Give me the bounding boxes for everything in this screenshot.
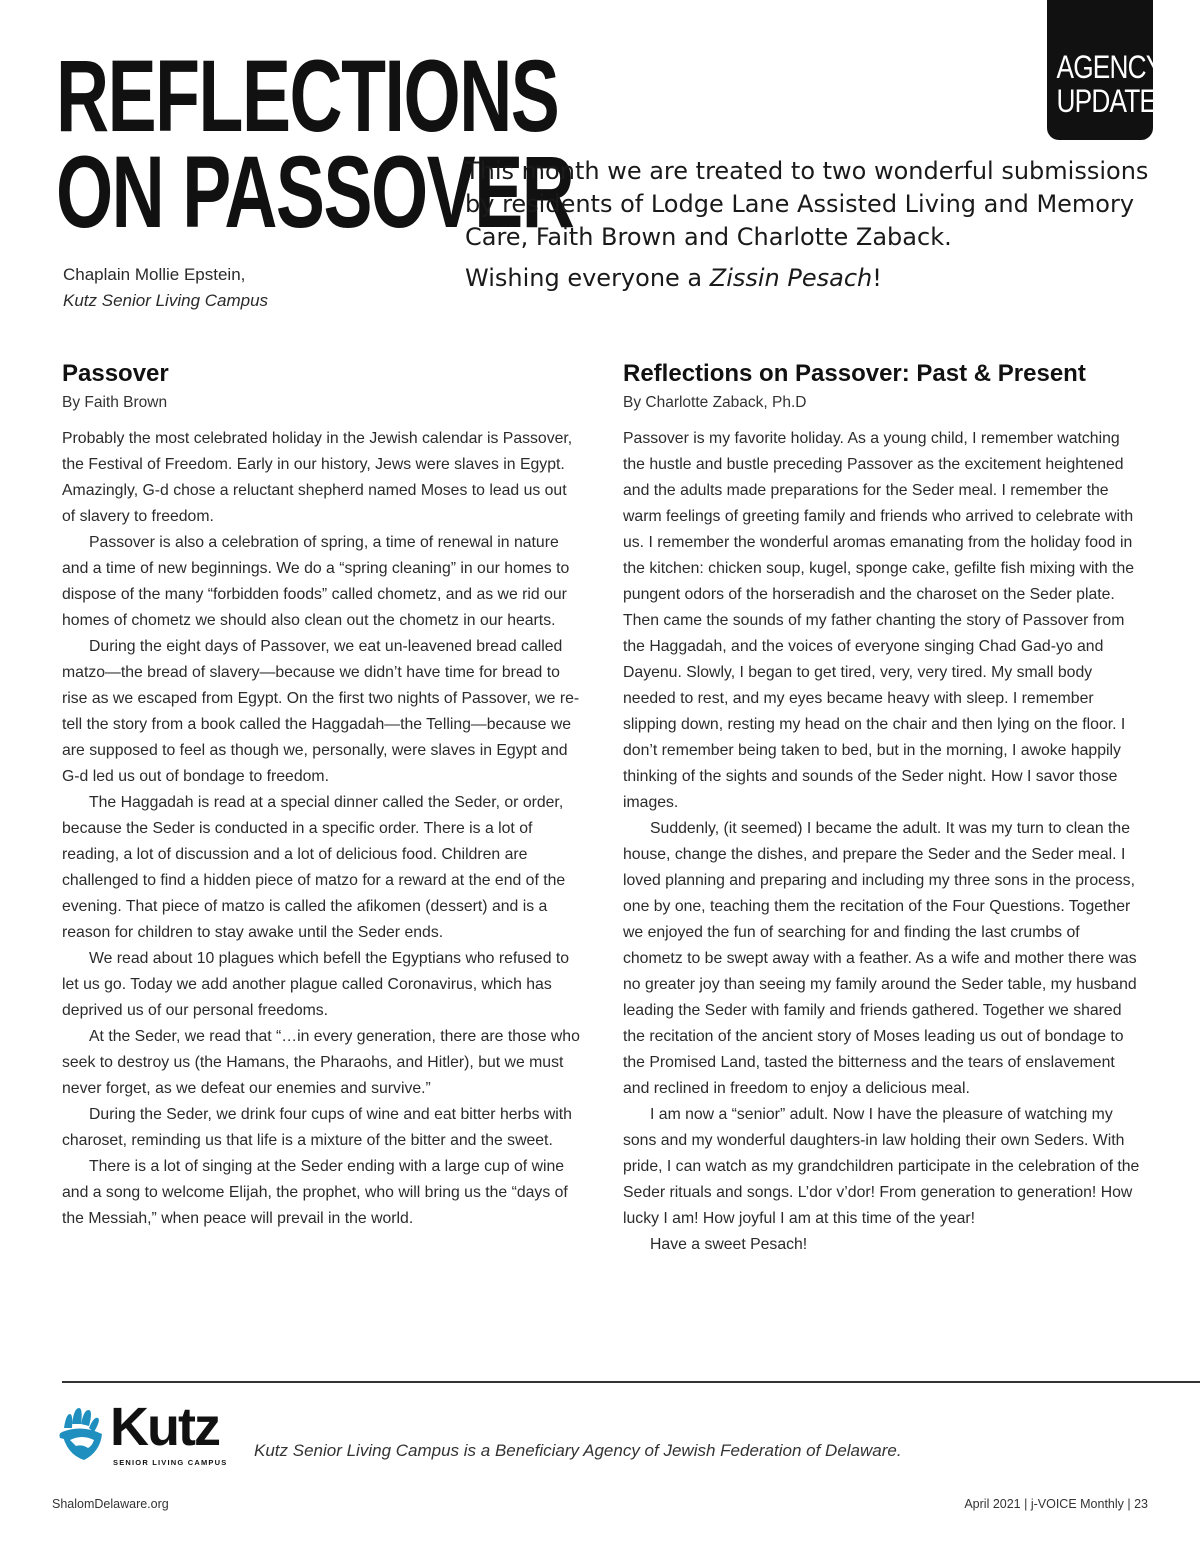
article-paragraph: The Haggadah is read at a special dinner called the Seder, or order, because the Seder is conducted in a specific order. There is a lot of reading, a lot of discussion and a lot of delicious food. Children are challenged to find a hidden piece of matzo for a reward at the end of the evening. That piece of matzo is called the afikomen (dessert) and is a reason for children to stay awake until the Seder ends. <box>62 794 566 941</box>
agency-update-badge <box>1047 0 1163 140</box>
intro-paragraph: This month we are treated to two wonderful submissions by residents of Lodge Lane Assisted Living and Memory Care, Faith Brown and Charlotte Zaback. <box>465 157 1149 251</box>
article-passover <box>62 358 584 1232</box>
article-title: Reflections on Passover: Past & Present <box>623 360 1086 387</box>
article-paragraph: There is a lot of singing at the Seder ending with a large cup of wine and a song to welcome Elijah, the prophet, who will bring us the “days of the Messiah,” when peace will prevail in the world. <box>62 1158 568 1227</box>
article-paragraph: Have a sweet Pesach! <box>650 1236 808 1253</box>
wish-prefix: Wishing everyone a <box>465 264 710 292</box>
article-paragraph: I am now a “senior” adult. Now I have the pleasure of watching my sons and my wonderful daughters-in law holding their own Seders. With pride, I can watch as my grandchildren participate in the celebration of the Seder rituals and songs. L’dor v’dor! From generation to generation! How lucky I am! How joyful I am at this time of the year! <box>623 1106 1140 1227</box>
logo-wordmark: Kutz <box>110 1397 219 1457</box>
badge-line-1: AGENCY <box>1056 49 1163 85</box>
column-author <box>63 262 268 314</box>
author-name: Chaplain Mollie Epstein, <box>63 265 246 284</box>
author-affiliation: Kutz Senior Living Campus <box>63 291 269 310</box>
article-byline: By Faith Brown <box>62 394 168 411</box>
hamsa-icon <box>58 1408 108 1464</box>
title-line-1: REFLECTIONS <box>56 39 559 153</box>
article-paragraph: Passover is also a celebration of spring, a time of renewal in nature and a time of new beginnings. We do a “spring cleaning” in our homes to dispose of the many “forbidden foods” called chometz, and as we rid our homes of chometz we should also clean out the chometz in our hearts. <box>62 534 570 629</box>
article-paragraph: During the Seder, we drink four cups of wine and eat bitter herbs with charoset, reminding us that life is a mixture of the bitter and the sweet. <box>62 1106 572 1149</box>
article-paragraph: We read about 10 plagues which befell the Egyptians who refused to let us go. Today we add another plague called Coronavirus, which has deprived us of our personal freedoms. <box>62 950 570 1019</box>
footer-issue: April 2021 | j-VOICE Monthly | 23 <box>964 1497 1148 1511</box>
article-paragraph: During the eight days of Passover, we eat un-leavened bread called matzo—the bread of slavery—because we didn’t have time for bread to rise as we escaped from Egypt. On the first two nights of Passover, we re-tell the story from a book called the Haggadah—the Telling—because we are supposed to feel as though we, personally, were slaves in Egypt and G-d led us out of bondage to freedom. <box>62 638 580 785</box>
title-line-2: ON PASSOVER <box>56 135 574 249</box>
beneficiary-note: Kutz Senior Living Campus is a Beneficiary Agency of Jewish Federation of Delaware. <box>254 1441 902 1460</box>
article-paragraph: Probably the most celebrated holiday in the Jewish calendar is Passover, the Festival of Freedom. Early in our history, Jews were slaves in Egypt. Amazingly, G-d chose a reluctant shepherd named Moses to lead us out of slavery to freedom. <box>62 430 573 525</box>
article-byline: By Charlotte Zaback, Ph.D <box>623 394 807 411</box>
article-paragraph: At the Seder, we read that “…in every generation, there are those who seek to destroy us (the Hamans, the Pharaohs, and Hitler), but we must never forget, as we defeat our enemies and survive.” <box>62 1028 580 1097</box>
badge-line-2: UPDATE <box>1056 83 1157 119</box>
footer-website: ShalomDelaware.org <box>52 1497 169 1511</box>
article-paragraph: Passover is my favorite holiday. As a young child, I remember watching the hustle and bustle preceding Passover as the excitement heightened and the adults made preparations for the Seder meal. I remember the warm feelings of greeting family and friends who arrived to celebrate with us. I remember the wonderful aromas emanating from the holiday food in the kitchen: chicken soup, kugel, sponge cake, gefilte fish mixing with the pungent odors of the horseradish and the charoset on the Seder plate. Then came the sounds of my father chanting the story of Passover from the Haggadah, and the voices of everyone singing Chad Gad-yo and Dayenu. Slowly, I began to get tired, very, very tired. My small body needed to rest, and my eyes became heavy with sleep. I remember slipping down, resting my head on the chair and then lying on the floor. I don’t remember being taken to bed, but in the morning, I awoke happily thinking of the sights and sounds of the Seder night. How I savor those images. <box>623 430 1135 811</box>
intro-text <box>465 155 1155 295</box>
article-title: Passover <box>62 360 169 387</box>
footer-divider <box>62 1381 1200 1383</box>
wish-suffix: ! <box>872 264 882 292</box>
holiday-wish <box>465 262 1155 295</box>
logo-subtitle: SENIOR LIVING CAMPUS <box>113 1458 228 1467</box>
article-reflections <box>623 358 1143 1258</box>
article-paragraph: Suddenly, (it seemed) I became the adult. It was my turn to clean the house, change the dishes, and prepare the Seder and the Seder meal. I loved planning and preparing and including my three sons in the process, one by one, teaching them the recitation of the Four Questions. Together we enjoyed the fun of searching for and finding the last crumbs of chometz to be swept away with a feather. As a wife and mother there was no greater joy than seeing my family around the Seder table, my husband leading the Seder with family and friends gathered. Together we shared the recitation of the ancient story of Moses leading us out of bondage to the Promised Land, tasted the bitterness and the tears of enslavement and reclined in freedom to enjoy a delicious meal. <box>623 820 1137 1097</box>
wish-emphasis: Zissin Pesach <box>709 264 873 292</box>
kutz-logo <box>58 1397 230 1468</box>
